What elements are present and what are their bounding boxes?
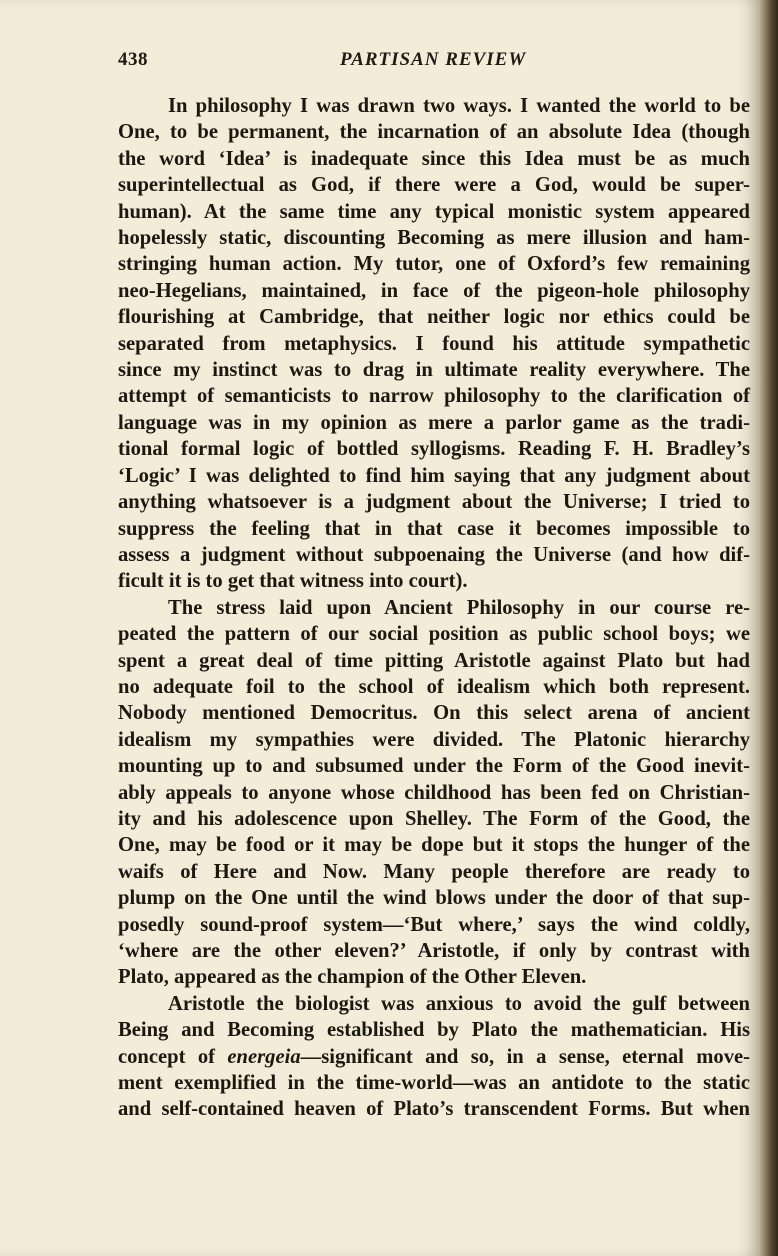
page-number: 438 xyxy=(118,49,148,70)
text-line: mounting up to and subsumed under the Form of the Good inevit- xyxy=(118,755,750,778)
text-line: attempt of semanticists to narrow philosophy to the clarification of xyxy=(118,385,750,408)
paragraph xyxy=(118,991,750,1123)
text-line: One, to be permanent, the incarnation of an absolute Idea (though xyxy=(118,121,750,144)
spine-shadow xyxy=(760,0,778,1256)
text-line: language was in my opinion as mere a parlor game as the tradi- xyxy=(118,411,750,434)
text-line: the word ‘Idea’ is inadequate since this Idea must be as much xyxy=(118,147,750,170)
text-line: posedly sound-proof system—‘But where,’ says the wind coldly, xyxy=(118,913,750,936)
body-text xyxy=(118,93,750,1123)
text-line: waifs of Here and Now. Many people therefore are ready to xyxy=(118,860,750,883)
text-line: concept of energeia—significant and so, in a sense, eternal move- xyxy=(118,1045,751,1068)
paragraph xyxy=(118,93,750,595)
text-line: assess a judgment without subpoenaing the Universe (and how dif- xyxy=(118,543,750,566)
text-line: superintellectual as God, if there were a God, would be super- xyxy=(118,174,750,197)
text-line: ably appeals to anyone whose childhood has been fed on Christian- xyxy=(118,781,750,804)
text-line: stringing human action. My tutor, one of Oxford’s few remaining xyxy=(118,253,750,276)
text-line: Nobody mentioned Democritus. On this select arena of ancient xyxy=(118,702,750,725)
text-line: plump on the One until the wind blows under the door of that sup- xyxy=(118,887,750,910)
text-line: Being and Becoming established by Plato the mathematician. His xyxy=(118,1019,750,1042)
text-line: ment exemplified in the time-world—was an antidote to the static xyxy=(118,1072,750,1095)
text-line: One, may be food or it may be dope but it stops the hunger of the xyxy=(118,834,750,857)
text-line: human). At the same time any typical monistic system appeared xyxy=(118,200,750,223)
text-line: ficult it is to get that witness into court). xyxy=(118,570,468,593)
running-head: PARTISAN REVIEW xyxy=(340,49,527,70)
text-line: ‘Logic’ I was delighted to find him saying that any judgment about xyxy=(118,464,750,487)
text-line: ity and his adolescence upon Shelley. The Form of the Good, the xyxy=(118,807,750,830)
text-line: idealism my sympathies were divided. The Platonic hierarchy xyxy=(118,728,750,751)
text-line: neo-Hegelians, maintained, in face of the pigeon-hole philosophy xyxy=(118,279,750,302)
text-line: In philosophy I was drawn two ways. I wanted the world to be xyxy=(168,95,750,117)
text-line: Plato, appeared as the champion of the Other Eleven. xyxy=(118,966,587,989)
paragraph xyxy=(118,595,750,991)
text-line: ‘where are the other eleven?’ Aristotle, if only by contrast with xyxy=(118,940,750,962)
text-line: Aristotle the biologist was anxious to avoid the gulf between xyxy=(168,992,750,1015)
text-line: spent a great deal of time pitting Aristotle against Plato but had xyxy=(118,649,750,672)
text-line: since my instinct was to drag in ultimate reality everywhere. The xyxy=(118,359,750,382)
text-line: hopelessly static, discounting Becoming as mere illusion and ham- xyxy=(118,227,750,250)
text-line: anything whatsoever is a judgment about the Universe; I tried to xyxy=(118,491,750,514)
text-line: suppress the feeling that in that case it becomes impossible to xyxy=(118,517,750,540)
text-line: The stress laid upon Ancient Philosophy in our course re- xyxy=(168,596,750,619)
text-line: peated the pattern of our social position as public school boys; we xyxy=(118,623,750,646)
text-line: separated from metaphysics. I found his attitude sympathetic xyxy=(118,332,750,355)
page-header xyxy=(118,49,750,81)
text-line: no adequate foil to the school of idealism which both represent. xyxy=(118,675,750,698)
text-line: flourishing at Cambridge, that neither logic nor ethics could be xyxy=(118,306,750,329)
text-line: tional formal logic of bottled syllogisms. Reading F. H. Bradley’s xyxy=(118,438,750,461)
text-line: and self-contained heaven of Plato’s transcendent Forms. But when xyxy=(118,1098,750,1121)
